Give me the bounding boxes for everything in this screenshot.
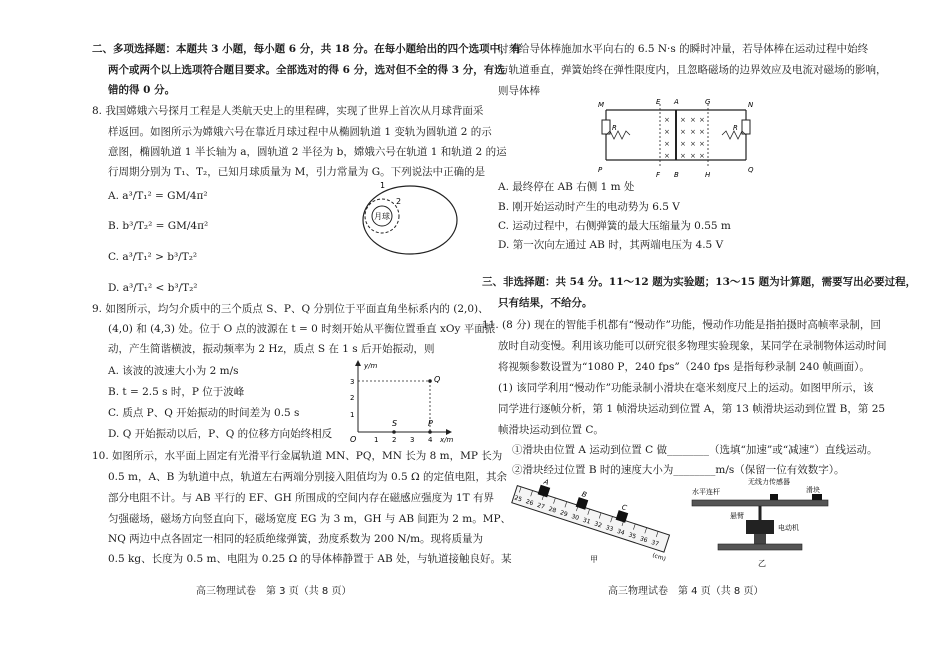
- section-3-heading: 三、非选择题：共 54 分。11～12 题为实验题；13～15 题为计算题，需要写出必要过程，: [482, 276, 917, 288]
- svg-text:×: ×: [680, 140, 686, 148]
- point-q: [428, 379, 432, 383]
- x-tick-3: 3: [410, 436, 415, 444]
- label-h: H: [705, 171, 711, 179]
- q11-stem-1: 11. (8 分) 现在的智能手机都有“慢动作”功能，慢动作功能是指拍摄时高帧率录制，回: [482, 319, 881, 331]
- q10-cont-2: 与轨道垂直，弹簧始终在弹性限度内，且忽略磁场的边界效应及电流对磁场的影响，: [498, 64, 887, 76]
- svg-text:31: 31: [581, 516, 592, 526]
- q10-stem-4: 匀强磁场，磁场方向竖直向下，磁场宽度 EG 为 3 m，GH 与 AB 间距为 2 m。MP、: [108, 513, 512, 525]
- q9-coordinate-figure: [342, 360, 454, 444]
- y-axis-label: y/m: [364, 362, 378, 370]
- q8-stem-1: 8. 我国嫦娥六号探月工程是人类航天史上的里程碑，实现了世界上首次从月球背面采: [92, 105, 484, 117]
- q10-stem-5: NQ 两边中点各固定一相同的轻质绝缘弹簧，劲度系数为 200 N/m。现将质量为: [108, 533, 484, 545]
- q8-option-d: D. a³/T₁² < b³/T₂²: [108, 282, 198, 294]
- svg-text:35: 35: [627, 531, 637, 541]
- page-3-footer: 高三物理试卷 第 3 页（共 8 页）: [196, 586, 352, 597]
- q11-part1-3: 帧滑块运动到位置 C。: [498, 424, 604, 436]
- q11-stem-2: 放时自动变慢。利用该功能可以研究很多物理实验现象，某同学在录制物体运动时间: [498, 340, 887, 352]
- svg-text:26: 26: [524, 498, 535, 508]
- page-4: [478, 0, 950, 672]
- svg-text:×: ×: [699, 140, 705, 148]
- svg-text:×: ×: [699, 152, 705, 160]
- svg-text:×: ×: [664, 152, 670, 160]
- y-tick-2: 2: [350, 394, 355, 402]
- section-2-heading: 二、多项选择题：本题共 3 小题，每小题 6 分，共 18 分。在每小题给出的四个选项中，有: [92, 43, 522, 55]
- label-n: N: [748, 101, 754, 109]
- label-a: A: [674, 98, 679, 106]
- label-f: F: [656, 171, 661, 179]
- svg-text:34: 34: [616, 527, 626, 537]
- x-tick-4: 4: [428, 436, 433, 444]
- label-g: G: [705, 98, 711, 106]
- svg-text:×: ×: [699, 116, 705, 124]
- q10-cont-3: 则导体棒: [498, 85, 540, 97]
- svg-text:×: ×: [680, 128, 686, 136]
- q11-sub-2: ②滑块经过位置 B 时的速度大小为________m/s（保留一位有效数字）。: [512, 464, 845, 476]
- q8-stem-4: 行周期分别为 T₁、T₂，已知月球质量为 M，引力常量为 G。下列说法中正确的是: [108, 166, 486, 178]
- x-axis-label: x/m: [440, 436, 454, 444]
- svg-text:×: ×: [699, 128, 705, 136]
- q9-stem-3: 动，产生简谐横波，振动频率为 2 Hz，质点 S 在 1 s 后开始振动，则: [108, 343, 435, 355]
- label-p: P: [598, 166, 603, 174]
- q10-option-a: A. 最终停在 AB 右侧 1 m 处: [498, 181, 635, 193]
- q11-stem-3: 将视频参数设置为“1080 P，240 fps”（240 fps 是指每秒录制 240 帧画面）。: [498, 361, 870, 373]
- q8-orbit-figure: [360, 180, 460, 260]
- q9-stem-2: (4,0) 和 (4,3) 处。位于 O 点的波源在 t = 0 时刻开始从平衡位置垂直 xOy 平面振: [108, 323, 496, 335]
- label-m: M: [598, 101, 605, 109]
- q8-option-c: C. a³/T₁² > b³/T₂²: [108, 251, 198, 263]
- moon-label: 月球: [374, 212, 390, 221]
- slider-block: [812, 494, 822, 500]
- ruler-figure-jia: [498, 478, 688, 564]
- q8-stem-2: 样返回。如图所示为嫦娥六号在靠近月球过程中从椭圆轨道 1 变轨为圆轨道 2 的示: [108, 126, 492, 138]
- ruler-label-c: C: [620, 503, 628, 513]
- label-b: B: [674, 171, 679, 179]
- q10-option-b: B. 刚开始运动时产生的电动势为 6.5 V: [498, 201, 680, 213]
- magnetic-field-crosses: [664, 116, 705, 160]
- orbit-1-label: 1: [380, 181, 386, 190]
- svg-text:×: ×: [664, 128, 670, 136]
- ruler-label-a: A: [542, 478, 550, 487]
- svg-text:25: 25: [513, 494, 523, 504]
- svg-text:×: ×: [680, 152, 686, 160]
- point-s: [392, 430, 396, 434]
- ruler-label-b: B: [580, 490, 588, 500]
- q11-sub-1: ①滑块由位置 A 运动到位置 C 做________（选填“加速”或“减速”）直线运动。: [512, 444, 878, 456]
- label-arm: 悬臂: [730, 512, 744, 520]
- motor-figure-yi: [688, 474, 838, 570]
- q10-stem-6: 0.5 kg、长度为 0.5 m、电阻为 0.25 Ω 的导体棒静置于 AB 处，与轨道接触良好。某: [108, 553, 512, 565]
- y-tick-1: 1: [350, 411, 355, 419]
- svg-text:×: ×: [680, 116, 686, 124]
- svg-text:36: 36: [638, 535, 649, 545]
- svg-text:×: ×: [664, 140, 670, 148]
- section-3-line2: 只有结果，不给分。: [498, 297, 593, 309]
- horizontal-bar: [692, 500, 828, 506]
- page-4-footer: 高三物理试卷 第 4 页（共 8 页）: [608, 586, 764, 597]
- svg-text:×: ×: [664, 116, 670, 124]
- svg-text:32: 32: [593, 520, 603, 530]
- label-sensor: 无线力传感器: [748, 478, 790, 486]
- svg-text:×: ×: [690, 116, 696, 124]
- q8-stem-3: 意图，椭圆轨道 1 半长轴为 a，圆轨道 2 半径为 b，嫦娥六号在轨道 1 和轨道 2 的运: [108, 146, 507, 158]
- q10-option-d: D. 第一次向左通过 AB 时，其两端电压为 4.5 V: [498, 239, 724, 251]
- svg-text:×: ×: [690, 152, 696, 160]
- q10-rail-figure: [596, 98, 756, 180]
- q10-stem-3: 部分电阻不计。与 AB 平行的 EF、GH 所围成的空间内存在磁感应强度为 1T 有界: [108, 492, 495, 504]
- svg-text:×: ×: [690, 128, 696, 136]
- q9-option-b: B. t = 2.5 s 时，P 位于波峰: [108, 386, 245, 398]
- q9-option-a: A. 该波的波速大小为 2 m/s: [108, 365, 239, 377]
- sensor-box: [770, 494, 778, 500]
- motor-body: [746, 520, 774, 534]
- q-label: Q: [434, 375, 441, 384]
- svg-text:37: 37: [650, 538, 660, 548]
- x-tick-1: 1: [374, 436, 379, 444]
- svg-text:33: 33: [604, 524, 615, 534]
- q8-option-a: A. a³/T₁² = GM/4π²: [108, 190, 208, 202]
- point-p: [428, 430, 432, 434]
- q10-stem-1: 10. 如图所示，水平面上固定有光滑平行金属轨道 MN、PQ，MN 长为 8 m，MP 长为: [92, 450, 503, 462]
- ruler-unit: (cm): [651, 551, 667, 563]
- figure-yi-caption: 乙: [758, 559, 766, 568]
- label-bar: 水平连杆: [692, 488, 720, 496]
- svg-text:27: 27: [536, 501, 546, 511]
- label-r-right: R: [733, 124, 738, 132]
- svg-text:28: 28: [547, 505, 558, 515]
- q9-option-d: D. Q 开始振动以后，P、Q 的位移方向始终相反: [108, 428, 333, 440]
- q9-stem-1: 9. 如图所示，均匀介质中的三个质点 S、P、Q 分别位于平面直角坐标系内的 (2,0)、: [92, 303, 489, 315]
- svg-text:29: 29: [558, 509, 569, 519]
- motor-base: [718, 544, 802, 550]
- figure-jia-caption: 甲: [590, 555, 598, 564]
- q10-stem-2: 0.5 m，A、B 为轨道中点，轨道左右两端分别接入阻值均为 0.5 Ω 的定值电阻，其余: [108, 471, 508, 483]
- origin-label: O: [350, 435, 357, 444]
- orbit-2-label: 2: [396, 197, 402, 206]
- label-e: E: [656, 98, 661, 106]
- section-2-line3: 错的得 0 分。: [108, 84, 176, 96]
- section-2-line2: 两个或两个以上选项符合题目要求。全部选对的得 6 分，选对但不全的得 3 分，有选: [108, 64, 505, 76]
- label-q: Q: [748, 166, 754, 174]
- p-label: P: [428, 419, 433, 428]
- y-tick-3: 3: [350, 378, 355, 386]
- label-motor: 电动机: [778, 524, 799, 532]
- label-block: 滑块: [806, 486, 820, 494]
- q9-option-c: C. 质点 P、Q 开始振动的时间差为 0.5 s: [108, 407, 300, 419]
- q8-option-b: B. b³/T₂² = GM/4π²: [108, 220, 209, 232]
- q10-option-c: C. 运动过程中，右侧弹簧的最大压缩量为 0.55 m: [498, 220, 731, 232]
- svg-text:30: 30: [570, 512, 580, 523]
- svg-text:×: ×: [690, 140, 696, 148]
- s-label: S: [392, 419, 398, 428]
- q11-part1-2: 同学进行逐帧分析，第 1 帧滑块运动到位置 A，第 13 帧滑块运动到位置 B，第 25: [498, 403, 886, 415]
- q10-cont-1: 时刻给导体棒施加水平向右的 6.5 N·s 的瞬时冲量，若导体棒在运动过程中始终: [498, 43, 869, 55]
- label-r-left: R: [612, 124, 617, 132]
- q11-part1-1: (1) 该同学利用“慢动作”功能录制小滑块在毫米刻度尺上的运动。如图甲所示，该: [498, 382, 874, 394]
- x-tick-2: 2: [392, 436, 397, 444]
